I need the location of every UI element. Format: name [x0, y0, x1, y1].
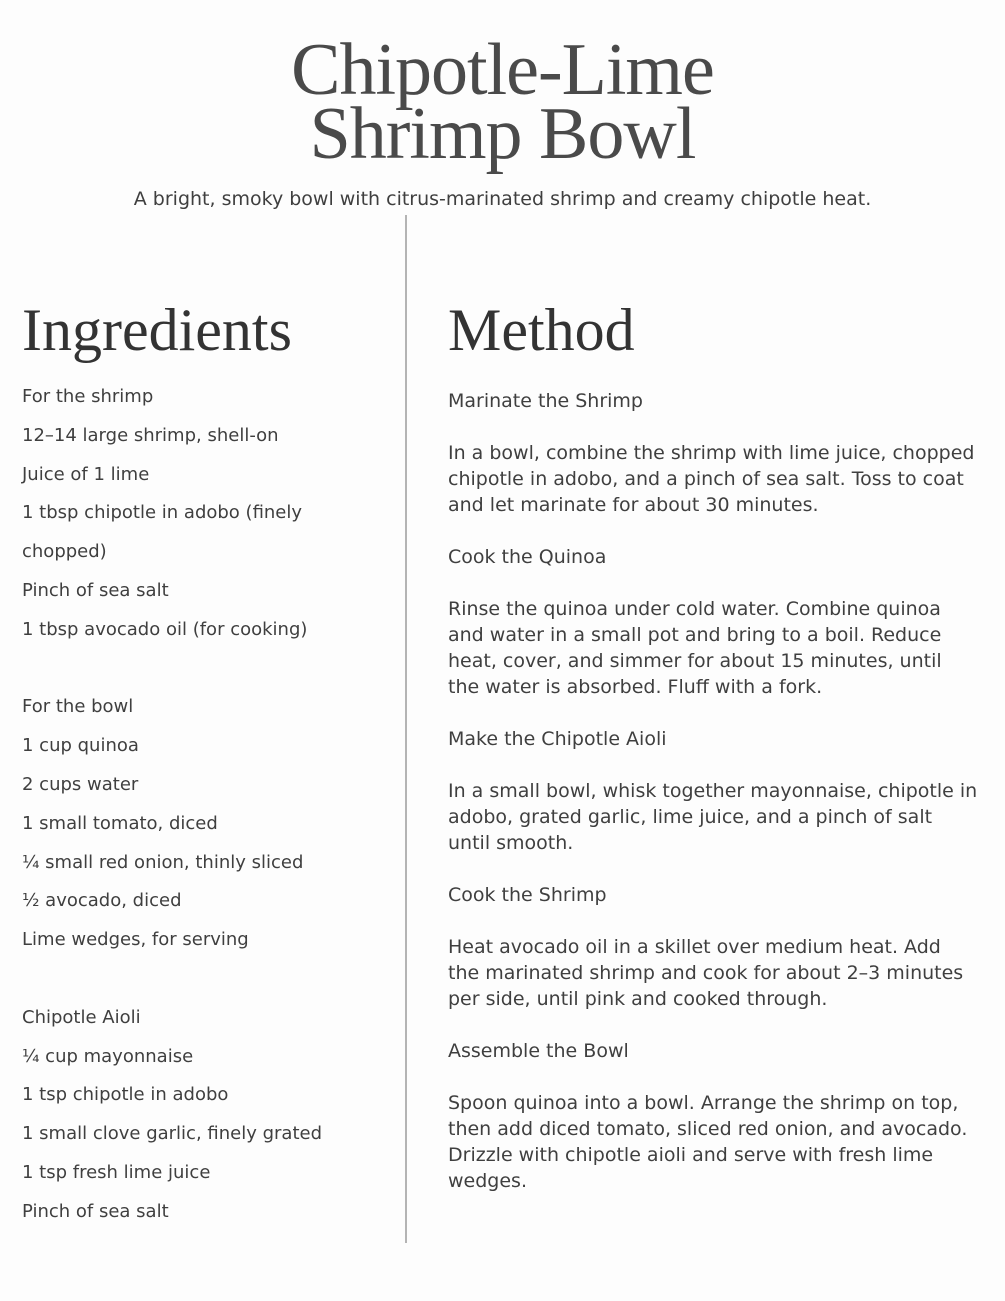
ingredient-item: For the bowl [22, 696, 134, 718]
step-text: Rinse the quinoa under cold water. Combine quinoa and water in a small pot and bring to a boil. Reduce heat, cover, and simmer for about 15 minutes, until the water is absorbed. Fluff with a fork. [448, 598, 942, 698]
ingredient-item: chopped) [22, 541, 107, 563]
step-title: Cook the Quinoa [448, 546, 607, 568]
ingredient-item: For the shrimp [22, 386, 154, 407]
ingredient-item: 1 cup quinoa [22, 735, 139, 757]
ingredient-item: 1 tsp fresh lime juice [22, 1161, 211, 1183]
ingredients-list [22, 378, 392, 1232]
step-text: In a small bowl, whisk together mayonnaise, chipotle in adobo, grated garlic, lime juice, and a pinch of salt until smooth. [448, 780, 978, 854]
step-title: Assemble the Bowl [448, 1040, 629, 1062]
ingredient-item: Lime wedges, for serving [22, 929, 249, 951]
ingredient-item: Pinch of sea salt [22, 1200, 169, 1222]
step-text: In a bowl, combine the shrimp with lime juice, chopped chipotle in adobo, and a pinch of sea salt. Toss to coat and let marinate for about 30 minutes. [448, 442, 975, 516]
step-title: Cook the Shrimp [448, 884, 607, 906]
step-text: Heat avocado oil in a skillet over medium heat. Add the marinated shrimp and cook for about 2–3 minutes per side, until pink and cooked through. [448, 936, 964, 1010]
step-text: Spoon quinoa into a bowl. Arrange the shrimp on top, then add diced tomato, sliced red onion, and avocado. Drizzle with chipotle aioli and serve with fresh lime wedges. [448, 1092, 968, 1192]
ingredient-item: ¼ cup mayonnaise [22, 1045, 194, 1067]
ingredient-spacer [22, 960, 392, 999]
ingredient-spacer [22, 650, 392, 689]
column-divider [405, 215, 407, 1243]
ingredient-item: 1 tbsp chipotle in adobo (finely [22, 502, 303, 524]
recipe-title-line-1: Chipotle-Lime [291, 29, 714, 111]
recipe-subtitle: A bright, smoky bowl with citrus-marinated shrimp and creamy chipotle heat. [133, 188, 872, 210]
ingredient-item: ½ avocado, diced [22, 890, 182, 912]
ingredient-item: Juice of 1 lime [22, 463, 150, 485]
ingredient-item: 2 cups water [22, 773, 139, 795]
ingredient-item: 1 tsp chipotle in adobo [22, 1084, 229, 1106]
ingredient-item: ¼ small red onion, thinly sliced [22, 851, 304, 873]
ingredient-item: 12–14 large shrimp, shell-on [22, 424, 279, 446]
recipe-title [0, 29, 1005, 175]
step-title: Marinate the Shrimp [448, 390, 643, 412]
ingredient-item: Pinch of sea salt [22, 579, 169, 601]
recipe-title-line-2: Shrimp Bowl [309, 93, 696, 175]
method-steps [448, 388, 978, 1220]
ingredient-item: 1 small tomato, diced [22, 812, 218, 834]
ingredient-item: Chipotle Aioli [22, 1006, 141, 1028]
ingredient-item: 1 tbsp avocado oil (for cooking) [22, 618, 308, 640]
ingredient-item: 1 small clove garlic, finely grated [22, 1123, 323, 1145]
ingredients-heading: Ingredients [22, 297, 292, 363]
method-heading: Method [448, 297, 635, 363]
step-title: Make the Chipotle Aioli [448, 728, 667, 750]
